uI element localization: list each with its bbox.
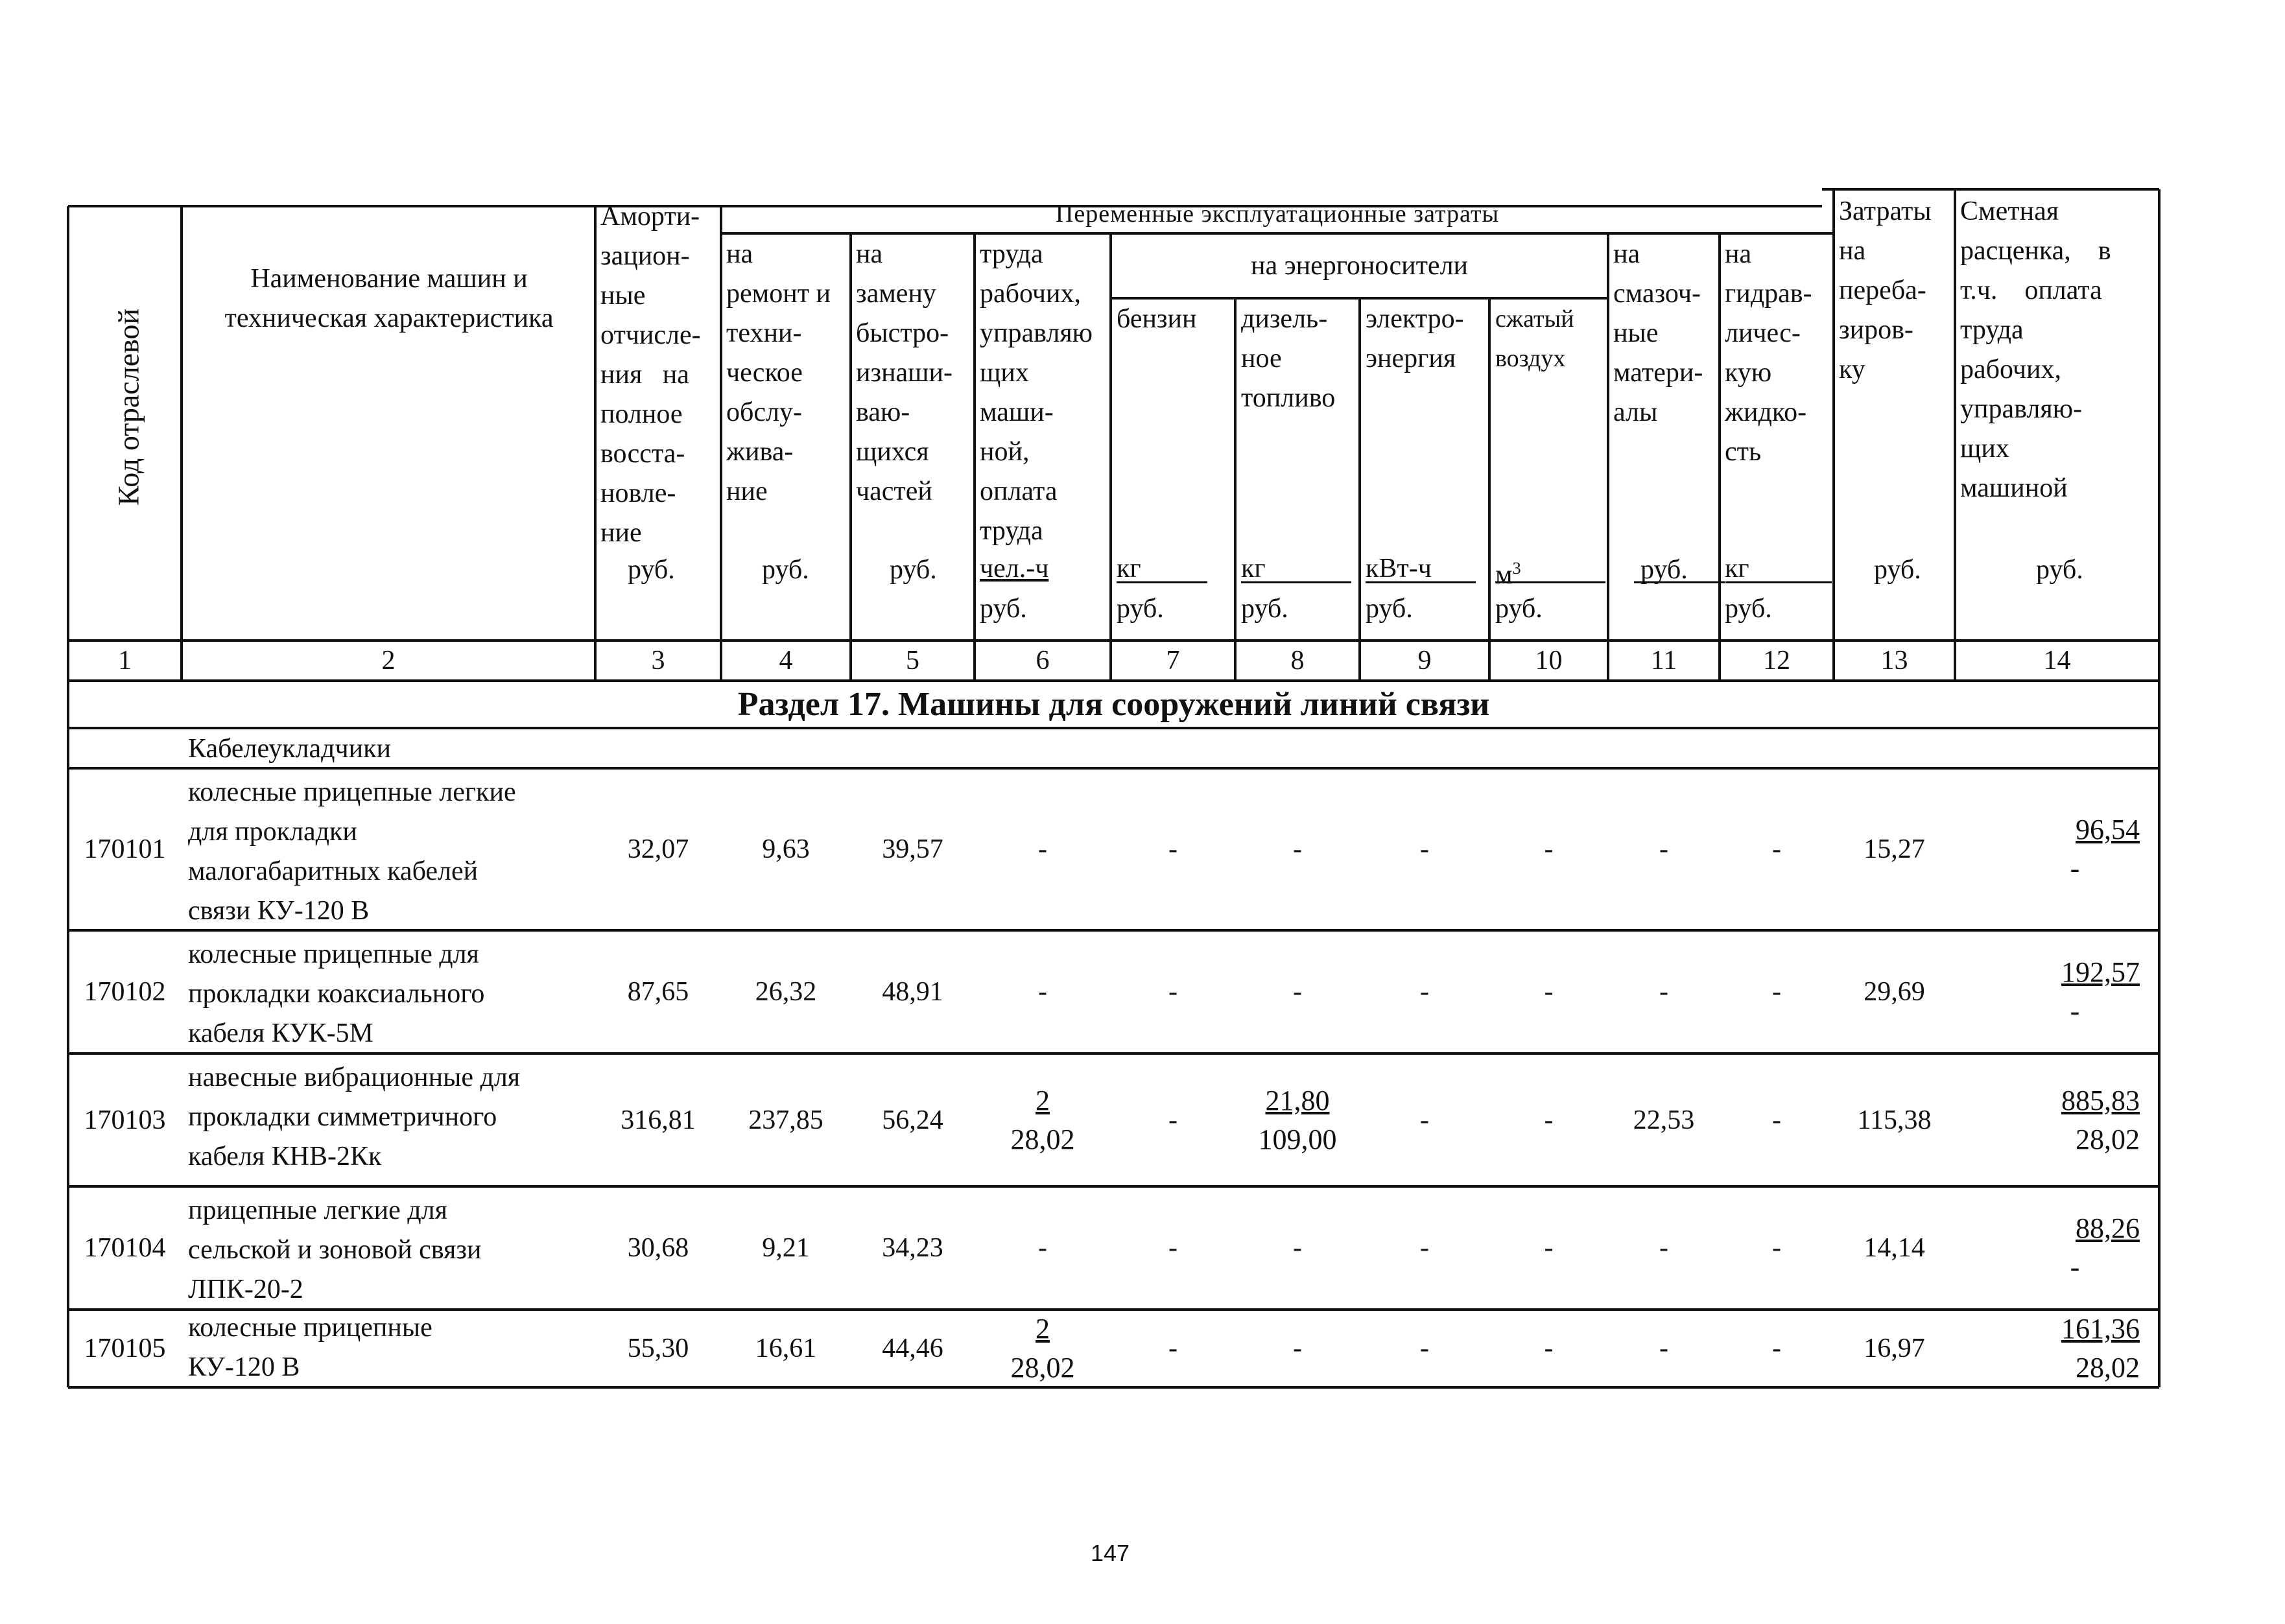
header-labor: труда рабочих, управляю щих маши- ной, оплата труда <box>980 239 1093 546</box>
section-title: Раздел 17. Машины для сооружений линий связи <box>737 686 1490 723</box>
row-rate-value: 161,36 <box>2061 1313 2140 1345</box>
row-rate-value: 88,26 <box>2076 1212 2140 1244</box>
unit-labor-top: чел.-ч <box>980 554 1049 583</box>
row-labor: - <box>1038 1233 1047 1263</box>
unit-transport: руб. <box>1874 555 1921 585</box>
row-code: 170101 <box>84 834 166 864</box>
row-electric: - <box>1420 1105 1429 1135</box>
unit-rate: руб. <box>2036 555 2083 585</box>
header-hydraulic: на гидрав- личес- кую жидко- сть <box>1725 239 1812 467</box>
row-labor: - <box>1038 834 1047 864</box>
unit-labor-bot: руб. <box>980 594 1027 624</box>
unit-electric-bot: руб. <box>1366 594 1413 624</box>
header-transport: Затраты на переба- зиров- ку <box>1839 196 1932 384</box>
row-transport: 15,27 <box>1864 834 1925 864</box>
unit-hydraulic-bot: руб. <box>1725 594 1772 624</box>
colnum-12: 12 <box>1763 646 1790 676</box>
row-name: колесные прицепные легкие для прокладки малогабаритных кабелей связи КУ-120 В <box>188 777 516 926</box>
row-lubricant: - <box>1659 1334 1668 1363</box>
colnum-11: 11 <box>1650 646 1677 676</box>
row-lubricant: - <box>1659 1233 1668 1263</box>
row-gasoline: - <box>1168 1105 1178 1135</box>
row-repair: 9,63 <box>762 834 810 864</box>
header-name: Наименование машин и техническая характеристика <box>224 264 554 333</box>
header-rate: Сметная расценка, в т.ч. оплата труда рабочих, управляю- щих машиной <box>1960 196 2111 503</box>
header-air: сжатый воздух <box>1495 305 1574 372</box>
header-amort: Аморти- зацион- ные отчисле- ния на полное восста- новле- ние <box>600 202 701 548</box>
row-labor-fraction <box>975 1310 1111 1387</box>
colnum-1: 1 <box>118 646 132 676</box>
row-rate-cost: - <box>2070 1251 2080 1283</box>
header-gasoline: бензин <box>1117 304 1197 334</box>
row-rate-cost: 28,02 <box>2076 1352 2140 1383</box>
row-electric: - <box>1420 834 1429 864</box>
group-title: Кабелеукладчики <box>188 734 391 764</box>
header-lubricant: на смазоч- ные матери- алы <box>1613 239 1703 427</box>
colnum-9: 9 <box>1417 646 1432 676</box>
unit-amort: руб. <box>628 555 675 585</box>
row-diesel: - <box>1293 1334 1302 1363</box>
row-labor-value: 2 <box>1036 1084 1050 1116</box>
row-transport: 29,69 <box>1864 977 1925 1007</box>
unit-replace: руб. <box>890 555 937 585</box>
row-name: навесные вибрационные для прокладки симметричного кабеля КНВ-2Кк <box>188 1063 521 1171</box>
header-variable: Переменные эксплуатационные затраты <box>1055 200 1500 228</box>
row-labor-fraction <box>975 1081 1111 1159</box>
row-labor-cost: 28,02 <box>1010 1123 1075 1155</box>
colnum-6: 6 <box>1036 646 1050 676</box>
unit-air-bot: руб. <box>1495 594 1543 624</box>
row-amort: 87,65 <box>627 977 689 1007</box>
row-lubricant: 22,53 <box>1633 1105 1695 1135</box>
header-code: Код отраслевой <box>112 308 145 506</box>
row-repair: 237,85 <box>748 1105 823 1135</box>
row-rate-value: 885,83 <box>2061 1084 2140 1116</box>
row-labor-value: 2 <box>1036 1313 1050 1345</box>
row-repair: 26,32 <box>755 977 817 1007</box>
row-code: 170104 <box>84 1233 166 1263</box>
row-labor-cost: 28,02 <box>1010 1352 1075 1383</box>
row-air: - <box>1544 1105 1554 1135</box>
row-replace: 56,24 <box>882 1105 943 1135</box>
row-replace: 39,57 <box>882 834 943 864</box>
row-name: прицепные легкие для сельской и зоновой связи ЛПК-20-2 <box>188 1195 482 1304</box>
unit-air-m: м <box>1495 560 1513 590</box>
row-rate-cost: - <box>2070 853 2080 884</box>
page-number: 147 <box>1090 1540 1130 1566</box>
colnum-5: 5 <box>906 646 919 676</box>
colnum-3: 3 <box>651 646 665 676</box>
header-repair: на ремонт и техни- ческое обслу- жива- ние <box>726 239 831 506</box>
row-lubricant: - <box>1659 977 1668 1007</box>
row-rate-fraction <box>2010 1310 2140 1387</box>
row-gasoline: - <box>1168 977 1178 1007</box>
row-hydraulic: - <box>1772 1334 1781 1363</box>
row-replace: 48,91 <box>882 977 943 1007</box>
row-air: - <box>1544 834 1554 864</box>
row-electric: - <box>1420 977 1429 1007</box>
row-air: - <box>1544 1334 1554 1363</box>
row-electric: - <box>1420 1334 1429 1363</box>
colnum-10: 10 <box>1535 646 1563 676</box>
unit-gasoline-top: кг <box>1117 554 1141 583</box>
row-amort: 55,30 <box>627 1334 689 1363</box>
row-diesel: - <box>1293 977 1302 1007</box>
unit-hydraulic-top: кг <box>1725 554 1749 583</box>
unit-diesel-top: кг <box>1241 554 1266 583</box>
row-transport: 16,97 <box>1864 1334 1925 1363</box>
row-name: колесные прицепные КУ-120 В <box>188 1313 432 1382</box>
row-amort: 316,81 <box>621 1105 696 1135</box>
row-lubricant: - <box>1659 834 1668 864</box>
row-repair: 9,21 <box>762 1233 810 1263</box>
row-rate-fraction <box>2010 953 2140 1031</box>
row-diesel: - <box>1293 1233 1302 1263</box>
row-rate-cost: 28,02 <box>2076 1123 2140 1155</box>
unit-repair: руб. <box>762 555 809 585</box>
row-rate-fraction <box>2010 1209 2140 1287</box>
row-rate-value: 96,54 <box>2076 814 2140 845</box>
colnum-14: 14 <box>2043 646 2071 676</box>
row-air: - <box>1544 977 1554 1007</box>
header-energy: на энергоносители <box>1250 251 1468 281</box>
header-replace: на замену быстро- изнаши- ваю- щихся частей <box>856 239 953 506</box>
colnum-7: 7 <box>1166 646 1180 676</box>
row-transport: 14,14 <box>1864 1233 1925 1263</box>
colnum-8: 8 <box>1290 646 1305 676</box>
row-hydraulic: - <box>1772 834 1781 864</box>
row-name: колесные прицепные для прокладки коаксиального кабеля КУК-5М <box>188 939 485 1048</box>
colnum-2: 2 <box>381 646 396 676</box>
row-air: - <box>1544 1233 1554 1263</box>
unit-air-sup: 3 <box>1512 559 1521 578</box>
row-hydraulic: - <box>1772 1105 1781 1135</box>
row-electric: - <box>1420 1233 1429 1263</box>
row-rate-cost: - <box>2070 995 2080 1027</box>
row-diesel-cost: 109,00 <box>1258 1123 1337 1155</box>
unit-gasoline-bot: руб. <box>1117 594 1164 624</box>
row-repair: 16,61 <box>755 1334 817 1363</box>
row-diesel-value: 21,80 <box>1265 1084 1330 1116</box>
row-gasoline: - <box>1168 1233 1178 1263</box>
row-diesel: - <box>1293 834 1302 864</box>
unit-lubricant: руб. <box>1640 555 1688 585</box>
row-replace: 34,23 <box>882 1233 943 1263</box>
row-rate-fraction <box>2010 1081 2140 1159</box>
colnum-13: 13 <box>1880 646 1908 676</box>
row-code: 170102 <box>84 977 166 1007</box>
row-gasoline: - <box>1168 834 1178 864</box>
row-transport: 115,38 <box>1857 1105 1932 1135</box>
unit-electric-top: кВт-ч <box>1366 554 1432 583</box>
row-code: 170103 <box>84 1105 166 1135</box>
header-electric: электро- энергия <box>1366 304 1464 373</box>
row-diesel-fraction <box>1235 1081 1360 1159</box>
colnum-4: 4 <box>779 646 793 676</box>
row-amort: 30,68 <box>627 1233 689 1263</box>
row-labor: - <box>1038 977 1047 1007</box>
row-amort: 32,07 <box>627 834 689 864</box>
row-replace: 44,46 <box>882 1334 943 1363</box>
header-diesel: дизель- ное топливо <box>1241 304 1336 413</box>
row-rate-value: 192,57 <box>2061 956 2140 988</box>
row-gasoline: - <box>1168 1334 1178 1363</box>
row-code: 170105 <box>84 1334 166 1363</box>
row-hydraulic: - <box>1772 1233 1781 1263</box>
row-hydraulic: - <box>1772 977 1781 1007</box>
row-rate-fraction <box>2010 810 2140 888</box>
unit-diesel-bot: руб. <box>1241 594 1288 624</box>
